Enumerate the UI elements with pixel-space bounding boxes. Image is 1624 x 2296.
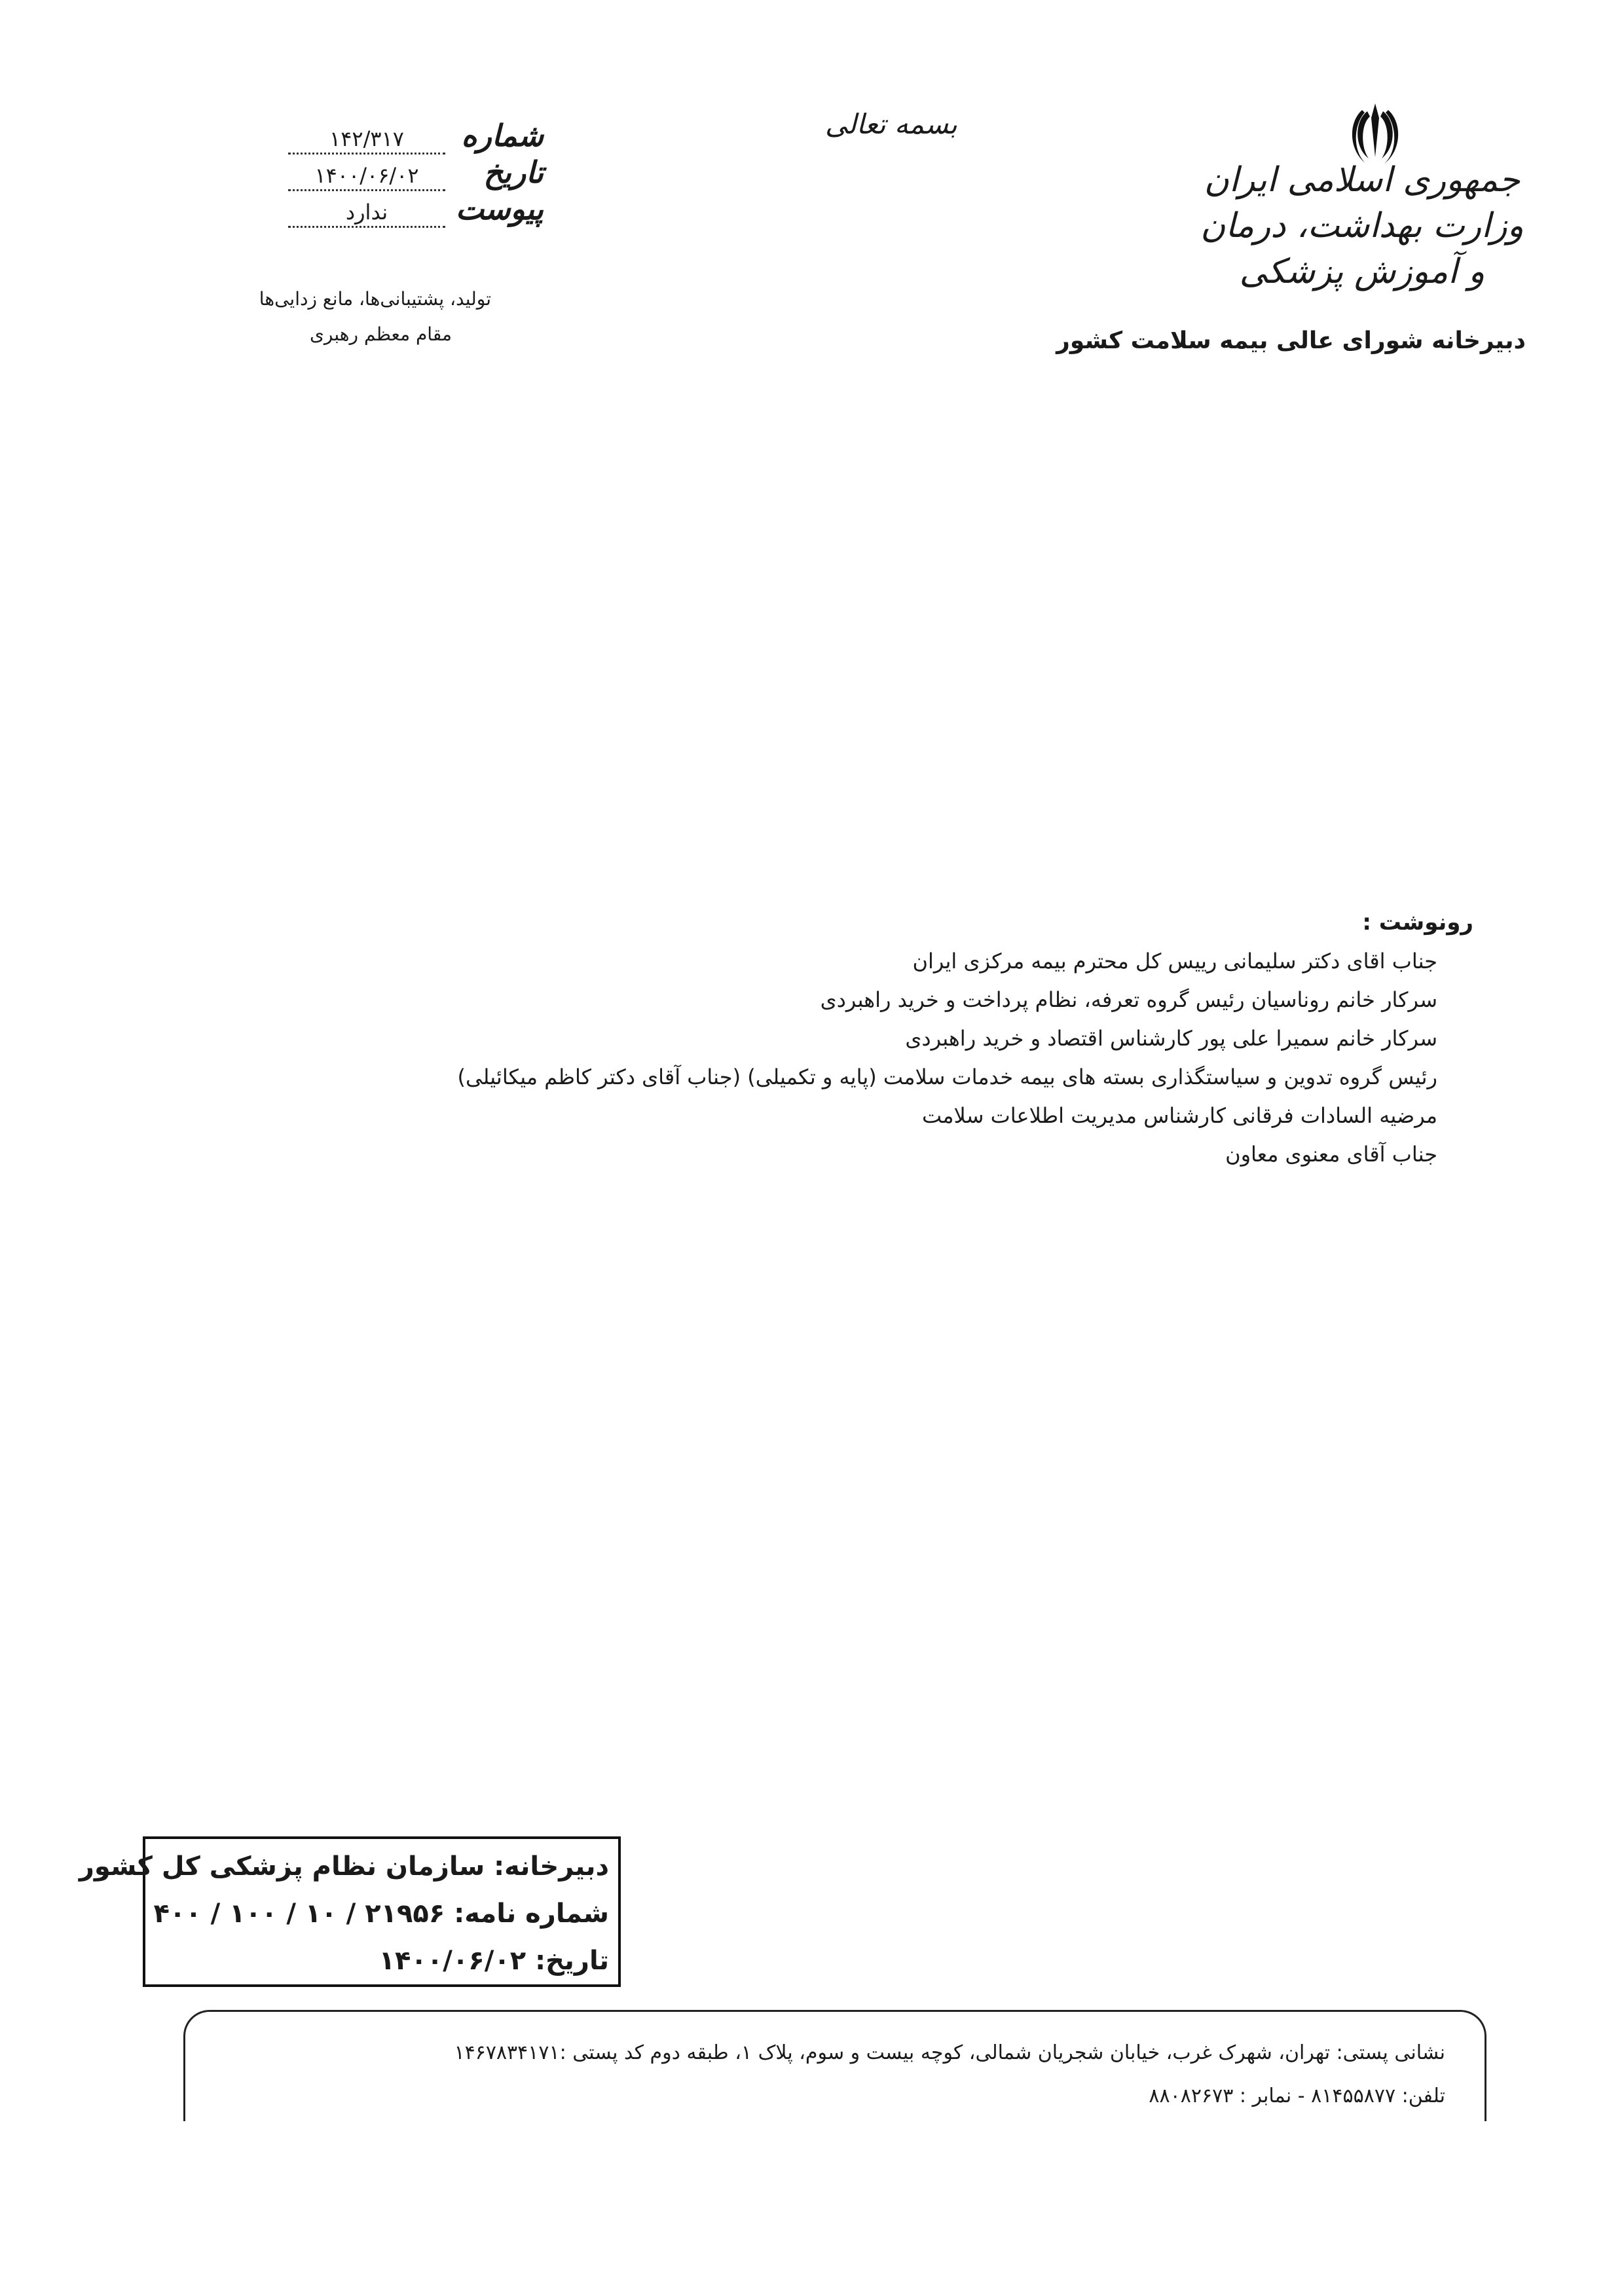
ref-number-value: ۱۴۲/۳۱۷	[288, 126, 445, 155]
ministry-title	[1198, 157, 1526, 295]
cc-item: سرکار خانم سمیرا علی پور کارشناس اقتصاد و خرید راهبردی	[905, 1026, 1437, 1051]
cc-item: رئیس گروه تدوین و سیاستگذاری بسته های بیمه خدمات سلامت (پایه و تکمیلی) (جناب آقای دکتر کاظم میکائیلی)	[457, 1065, 1437, 1089]
cc-item: سرکار خانم روناسیان رئیس گروه تعرفه، نظام پرداخت و خرید راهبردی	[820, 987, 1437, 1012]
ref-attachment-label: پیوست	[455, 191, 544, 227]
footer-phone: تلفن: ۸۱۴۵۵۸۷۷ - نمابر : ۸۸۰۸۲۶۷۳	[1149, 2085, 1445, 2107]
stamp-date: تاریخ: ۱۴۰۰/۰۶/۰۲	[378, 1946, 609, 1976]
ref-date-row	[282, 155, 544, 191]
stamp-letter-number: شماره نامه: ۲۱۹۵۶ / ۱۰ / ۱۰۰ / ۴۰۰	[153, 1899, 609, 1929]
secretariat-title: دبیرخانه شورای عالی بیمه سلامت کشور	[1056, 327, 1526, 354]
reference-block	[282, 118, 544, 228]
ministry-line2: وزارت بهداشت، درمان و آموزش پزشکی	[1200, 206, 1524, 291]
ref-date-label: تاریخ	[483, 155, 544, 190]
ministry-line1: جمهوری اسلامی ایران	[1204, 160, 1521, 200]
ref-number-row	[282, 118, 544, 155]
cc-item: جناب اقای دکتر سلیمانی رییس کل محترم بیمه مرکزی ایران	[912, 949, 1437, 974]
ref-attachment-value: ندارد	[288, 200, 445, 228]
footer-address-box	[183, 2010, 1486, 2121]
cc-item: مرضیه السادات فرقانی کارشناس مدیریت اطلاعات سلامت	[921, 1103, 1437, 1128]
slogan-line2: مقام معظم رهبری	[309, 323, 452, 345]
ref-date-value: ۱۴۰۰/۰۶/۰۲	[288, 163, 445, 191]
cc-list	[229, 903, 1473, 1174]
cc-item: جناب آقای معنوی معاون	[1225, 1142, 1437, 1167]
cc-heading: رونوشت :	[1362, 909, 1473, 936]
footer-address: نشانی پستی: تهران، شهرک غرب، خیابان شجریان شمالی، کوچه بیست و سوم، پلاک ۱، طبقه دوم کد پستی :۱۴۶۷۸۳۴۱۷۱	[454, 2041, 1445, 2064]
registration-stamp	[79, 1836, 621, 1987]
basmala: بسمه تعالی	[825, 108, 957, 140]
ref-attachment-row	[282, 191, 544, 228]
slogan	[242, 282, 491, 352]
stamp-secretariat: دبیرخانه: سازمان نظام پزشکی کل کشور	[79, 1851, 609, 1882]
ref-number-label: شماره	[461, 118, 544, 153]
slogan-line1: تولید، پشتیبانی‌ها، مانع زدایی‌ها	[259, 288, 491, 310]
